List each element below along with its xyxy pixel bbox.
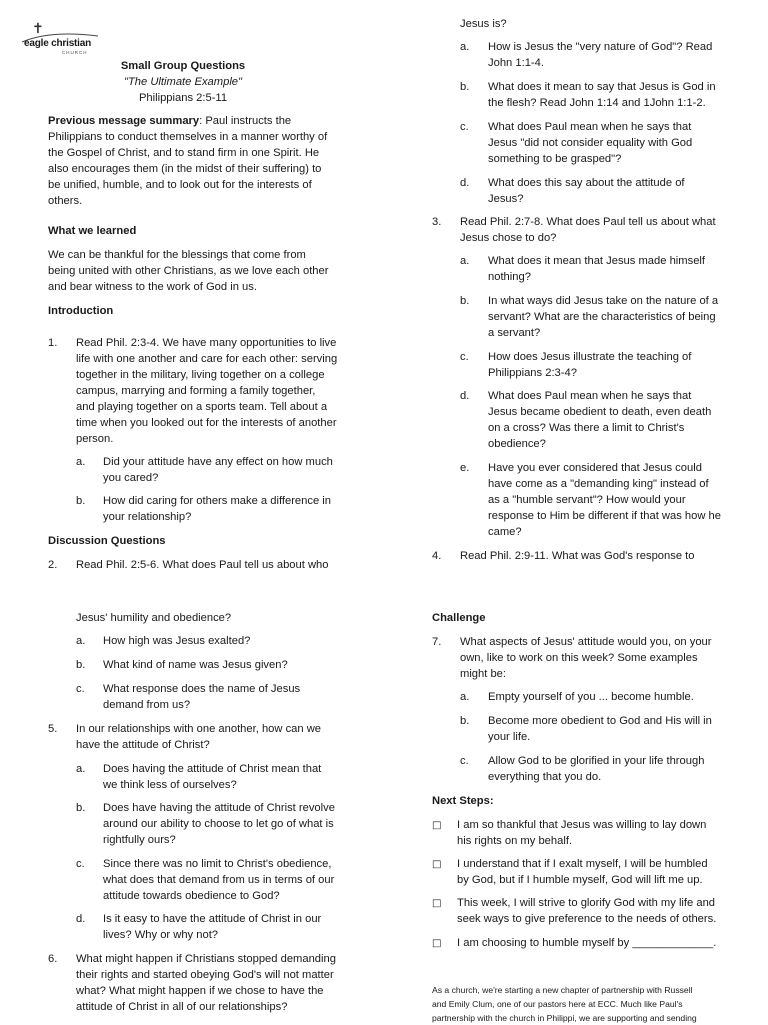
sub-question-line: Become more obedient to God and His will in — [488, 715, 712, 727]
sub-question-line: How does Jesus illustrate the teaching of — [488, 351, 692, 363]
sub-question — [103, 493, 363, 525]
logo-name: eagle christian — [24, 38, 92, 49]
sub-question-line: Jesus "did not consider equality with God — [488, 137, 693, 149]
question-7 — [460, 634, 750, 682]
checkbox-icon[interactable]: □ — [432, 938, 442, 949]
sub-letter: b. — [76, 802, 86, 814]
logo-sub: CHURCH — [62, 50, 88, 55]
sub-question-line: around our ability to choose to let go of what is — [103, 818, 334, 830]
scripture-ref: Philippians 2:5-11 — [138, 92, 228, 104]
sub-letter: c. — [460, 121, 469, 133]
summary-label: Previous message summary — [48, 115, 200, 127]
sub-question — [488, 253, 748, 285]
sub-question-line: something to be grasped"? — [488, 153, 622, 165]
summary-line: the Gospel of Christ, and to stand firm in one Spirit. He — [48, 147, 320, 159]
question-3 — [460, 214, 750, 246]
sub-question-line: Allow God to be glorified in your life through — [488, 755, 705, 767]
sub-letter: a. — [460, 691, 470, 703]
next-step-line: I understand that if I exalt myself, I will be humbled — [457, 858, 708, 870]
question-4-continued: Jesus' humility and obedience? — [76, 612, 232, 624]
cross-icon: ✝ — [32, 21, 44, 37]
sub-question-line: What does Paul mean when he says that — [488, 390, 692, 402]
next-step-item: I am choosing to humble myself by _____________. — [457, 937, 717, 949]
question-6 — [76, 951, 366, 1015]
sub-question-line: In what ways did Jesus take on the nature of a — [488, 295, 719, 307]
learned-paragraph — [48, 247, 343, 295]
sub-letter: d. — [460, 177, 470, 189]
sub-question — [103, 761, 368, 793]
sub-letter: d. — [460, 390, 470, 402]
sub-question-line: Have you ever considered that Jesus could — [488, 462, 702, 474]
question-4: Read Phil. 2:9-11. What was God's response to — [460, 550, 695, 562]
next-step-line: This week, I will strive to glorify God with my life and — [457, 897, 716, 909]
sub-question-line: attitude towards obedience to God? — [103, 890, 280, 902]
checkbox-icon[interactable]: □ — [432, 820, 442, 831]
summary-paragraph — [48, 113, 343, 209]
sub-question — [488, 713, 748, 745]
sub-question-line: response to Him be different if that was how he — [488, 510, 721, 522]
sub-question — [103, 681, 363, 713]
sub-question — [103, 856, 368, 904]
sub-question-line: obedience? — [488, 438, 546, 450]
sub-question-line: rightfully ours? — [103, 834, 176, 846]
summary-line: : Paul instructs the — [199, 115, 292, 127]
question-line: campus, marrying and forming a family together, — [76, 385, 316, 397]
sub-question — [488, 349, 748, 381]
sub-question-line: servant? What are the characteristics of being — [488, 311, 716, 323]
question-line: what? What might happen if we chose to have the — [76, 985, 324, 997]
sub-letter: d. — [76, 913, 86, 925]
sub-letter: b. — [460, 295, 470, 307]
sub-letter: a. — [460, 255, 470, 267]
sub-letter: c. — [460, 755, 469, 767]
sub-question-line: Jesus became obedient to death, even death — [488, 406, 712, 418]
learned-line: being united with other Christians, as we love each other — [48, 265, 329, 277]
question-number: 4. — [432, 550, 442, 562]
next-step-line: I am so thankful that Jesus was willing to lay down — [457, 819, 707, 831]
sub-question-line: came? — [488, 526, 522, 538]
question-line: Read Phil. 2:7-8. What does Paul tell us about what — [460, 216, 716, 228]
question-line: In our relationships with one another, how can we — [76, 723, 322, 735]
introduction-heading: Introduction — [48, 305, 114, 317]
sub-letter: a. — [76, 635, 86, 647]
sub-question-line: What does Paul mean when he says that — [488, 121, 692, 133]
question-number: 2. — [48, 559, 58, 571]
learned-line: and bear witness to the work of God in us. — [48, 281, 257, 293]
sub-question-line: on a cross? Was there a limit to Christ's — [488, 422, 685, 434]
checkbox-icon[interactable]: □ — [432, 898, 442, 909]
sub-question: What kind of name was Jesus given? — [103, 659, 288, 671]
sub-question-line: we think less of ourselves? — [103, 779, 237, 791]
next-step-item — [457, 817, 747, 849]
summary-line: be unified, humble, and to look out for the interests of — [48, 179, 312, 191]
sub-question-line: your life. — [488, 731, 531, 743]
sub-question-line: as a "humble servant"? How would your — [488, 494, 686, 506]
learned-heading: What we learned — [48, 225, 137, 237]
summary-line: also encourages them (in the midst of their suffering) to — [48, 163, 322, 175]
sub-question — [103, 454, 363, 486]
sermon-title: "The Ultimate Example" — [124, 76, 242, 88]
question-line: What aspects of Jesus' attitude would you, on your — [460, 636, 712, 648]
sub-question-line: Jesus? — [488, 193, 524, 205]
sub-letter: c. — [76, 858, 85, 870]
sub-question-line: Since there was no limit to Christ's obedience, — [103, 858, 332, 870]
question-line: attitude of Christ in all of our relationships? — [76, 1001, 288, 1013]
question-line: and playing together on a sports team. Tell about a — [76, 401, 328, 413]
sub-question-line: How did caring for others make a difference in — [103, 495, 332, 507]
discussion-heading: Discussion Questions — [48, 535, 166, 547]
learned-line: We can be thankful for the blessings that come from — [48, 249, 306, 261]
footer-line: As a church, we're starting a new chapter of partnership with Russell — [432, 985, 693, 995]
sub-question-line: What does it mean to say that Jesus is God in — [488, 81, 716, 93]
sub-question-line: What response does the name of Jesus — [103, 683, 301, 695]
question-number: 1. — [48, 337, 58, 349]
next-step-line: his rights on my behalf. — [457, 835, 573, 847]
sub-question-line: you cared? — [103, 472, 159, 484]
sub-letter: b. — [76, 659, 86, 671]
question-line: What might happen if Christians stopped demanding — [76, 953, 336, 965]
sub-question — [488, 460, 758, 540]
sub-question — [488, 79, 748, 111]
question-number: 3. — [432, 216, 442, 228]
question-line: time when you looked out for the interests of another — [76, 417, 337, 429]
next-steps-heading: Next Steps: — [432, 795, 494, 807]
question-5 — [76, 721, 366, 753]
sub-question — [103, 800, 368, 848]
next-step-line: by God, but if I humble myself, God will lift me up. — [457, 874, 703, 886]
question-line: have the attitude of Christ? — [76, 739, 210, 751]
question-line: life with one another and care for each other: serving — [76, 353, 338, 365]
checkbox-icon[interactable]: □ — [432, 859, 442, 870]
sub-question-line: John 1:1-4. — [488, 57, 544, 69]
sub-question-line: How is Jesus the "very nature of God"? Read — [488, 41, 713, 53]
sub-letter: a. — [76, 456, 86, 468]
question-line: together in the military, living together on a college — [76, 369, 325, 381]
page-title: Small Group Questions — [120, 60, 246, 72]
document-header — [73, 58, 293, 106]
sub-question — [488, 175, 748, 207]
next-step-line: seek ways to give preference to the needs of others. — [457, 913, 717, 925]
sub-question: How high was Jesus exalted? — [103, 635, 251, 647]
footer-note — [432, 983, 732, 1025]
question-line: own, like to work on this week? Some examples — [460, 652, 698, 664]
sub-question-line: What does this say about the attitude of — [488, 177, 685, 189]
sub-question-line: nothing? — [488, 271, 531, 283]
question-line: Read Phil. 2:3-4. We have many opportunities to live — [76, 337, 337, 349]
footer-line: and Emily Clum, one of our pastors here at ECC. Much like Paul's — [432, 999, 683, 1009]
sub-question-line: What does it mean that Jesus made himself — [488, 255, 706, 267]
summary-line: Philippians to conduct themselves in a manner worthy of — [48, 131, 328, 143]
sub-question-line: the flesh? Read John 1:14 and 1John 1:1-2. — [488, 97, 706, 109]
sub-question-line: lives? Why or why not? — [103, 929, 219, 941]
sub-question — [488, 293, 748, 341]
sub-letter: b. — [76, 495, 86, 507]
sub-question-line: what does that demand from us in terms of our — [103, 874, 335, 886]
question-number: 7. — [432, 636, 442, 648]
sub-letter: a. — [460, 41, 470, 53]
question-2: Read Phil. 2:5-6. What does Paul tell us about who — [76, 559, 329, 571]
sub-question-line: your relationship? — [103, 511, 192, 523]
question-2-continued: Jesus is? — [460, 18, 507, 30]
summary-line: others. — [48, 195, 83, 207]
sub-letter: c. — [76, 683, 85, 695]
sub-question — [488, 119, 748, 167]
sub-letter: a. — [76, 763, 86, 775]
question-1 — [76, 335, 366, 447]
sub-question — [488, 753, 748, 785]
sub-question-line: Does having the attitude of Christ mean that — [103, 763, 322, 775]
sub-question: Empty yourself of you ... become humble. — [488, 691, 694, 703]
sub-question-line: Does have having the attitude of Christ revolve — [103, 802, 335, 814]
sub-letter: e. — [460, 462, 470, 474]
next-step-item — [457, 895, 747, 927]
sub-question — [103, 911, 368, 943]
question-line: might be: — [460, 668, 507, 680]
sub-question — [488, 39, 748, 71]
sub-question-line: everything that you do. — [488, 771, 602, 783]
sub-letter: b. — [460, 715, 470, 727]
sub-letter: c. — [460, 351, 469, 363]
question-line: Jesus chose to do? — [460, 232, 557, 244]
church-logo — [20, 22, 100, 60]
sub-question-line: Did your attitude have any effect on how much — [103, 456, 333, 468]
sub-question-line: Philippians 2:3-4? — [488, 367, 577, 379]
question-number: 6. — [48, 953, 58, 965]
sub-question-line: Is it easy to have the attitude of Christ in our — [103, 913, 322, 925]
question-number: 5. — [48, 723, 58, 735]
challenge-heading: Challenge — [432, 612, 486, 624]
footer-line: partnership with the church in Philippi, we are supporting and sending — [432, 1013, 697, 1023]
question-line: person. — [76, 433, 114, 445]
sub-letter: b. — [460, 81, 470, 93]
sub-question — [488, 388, 748, 452]
sub-question-line: demand from us? — [103, 699, 191, 711]
question-line: their rights and started obeying God's will not matter — [76, 969, 334, 981]
sub-question-line: have come as a "demanding king" instead of — [488, 478, 709, 490]
sub-question-line: a servant? — [488, 327, 541, 339]
next-step-item — [457, 856, 747, 888]
